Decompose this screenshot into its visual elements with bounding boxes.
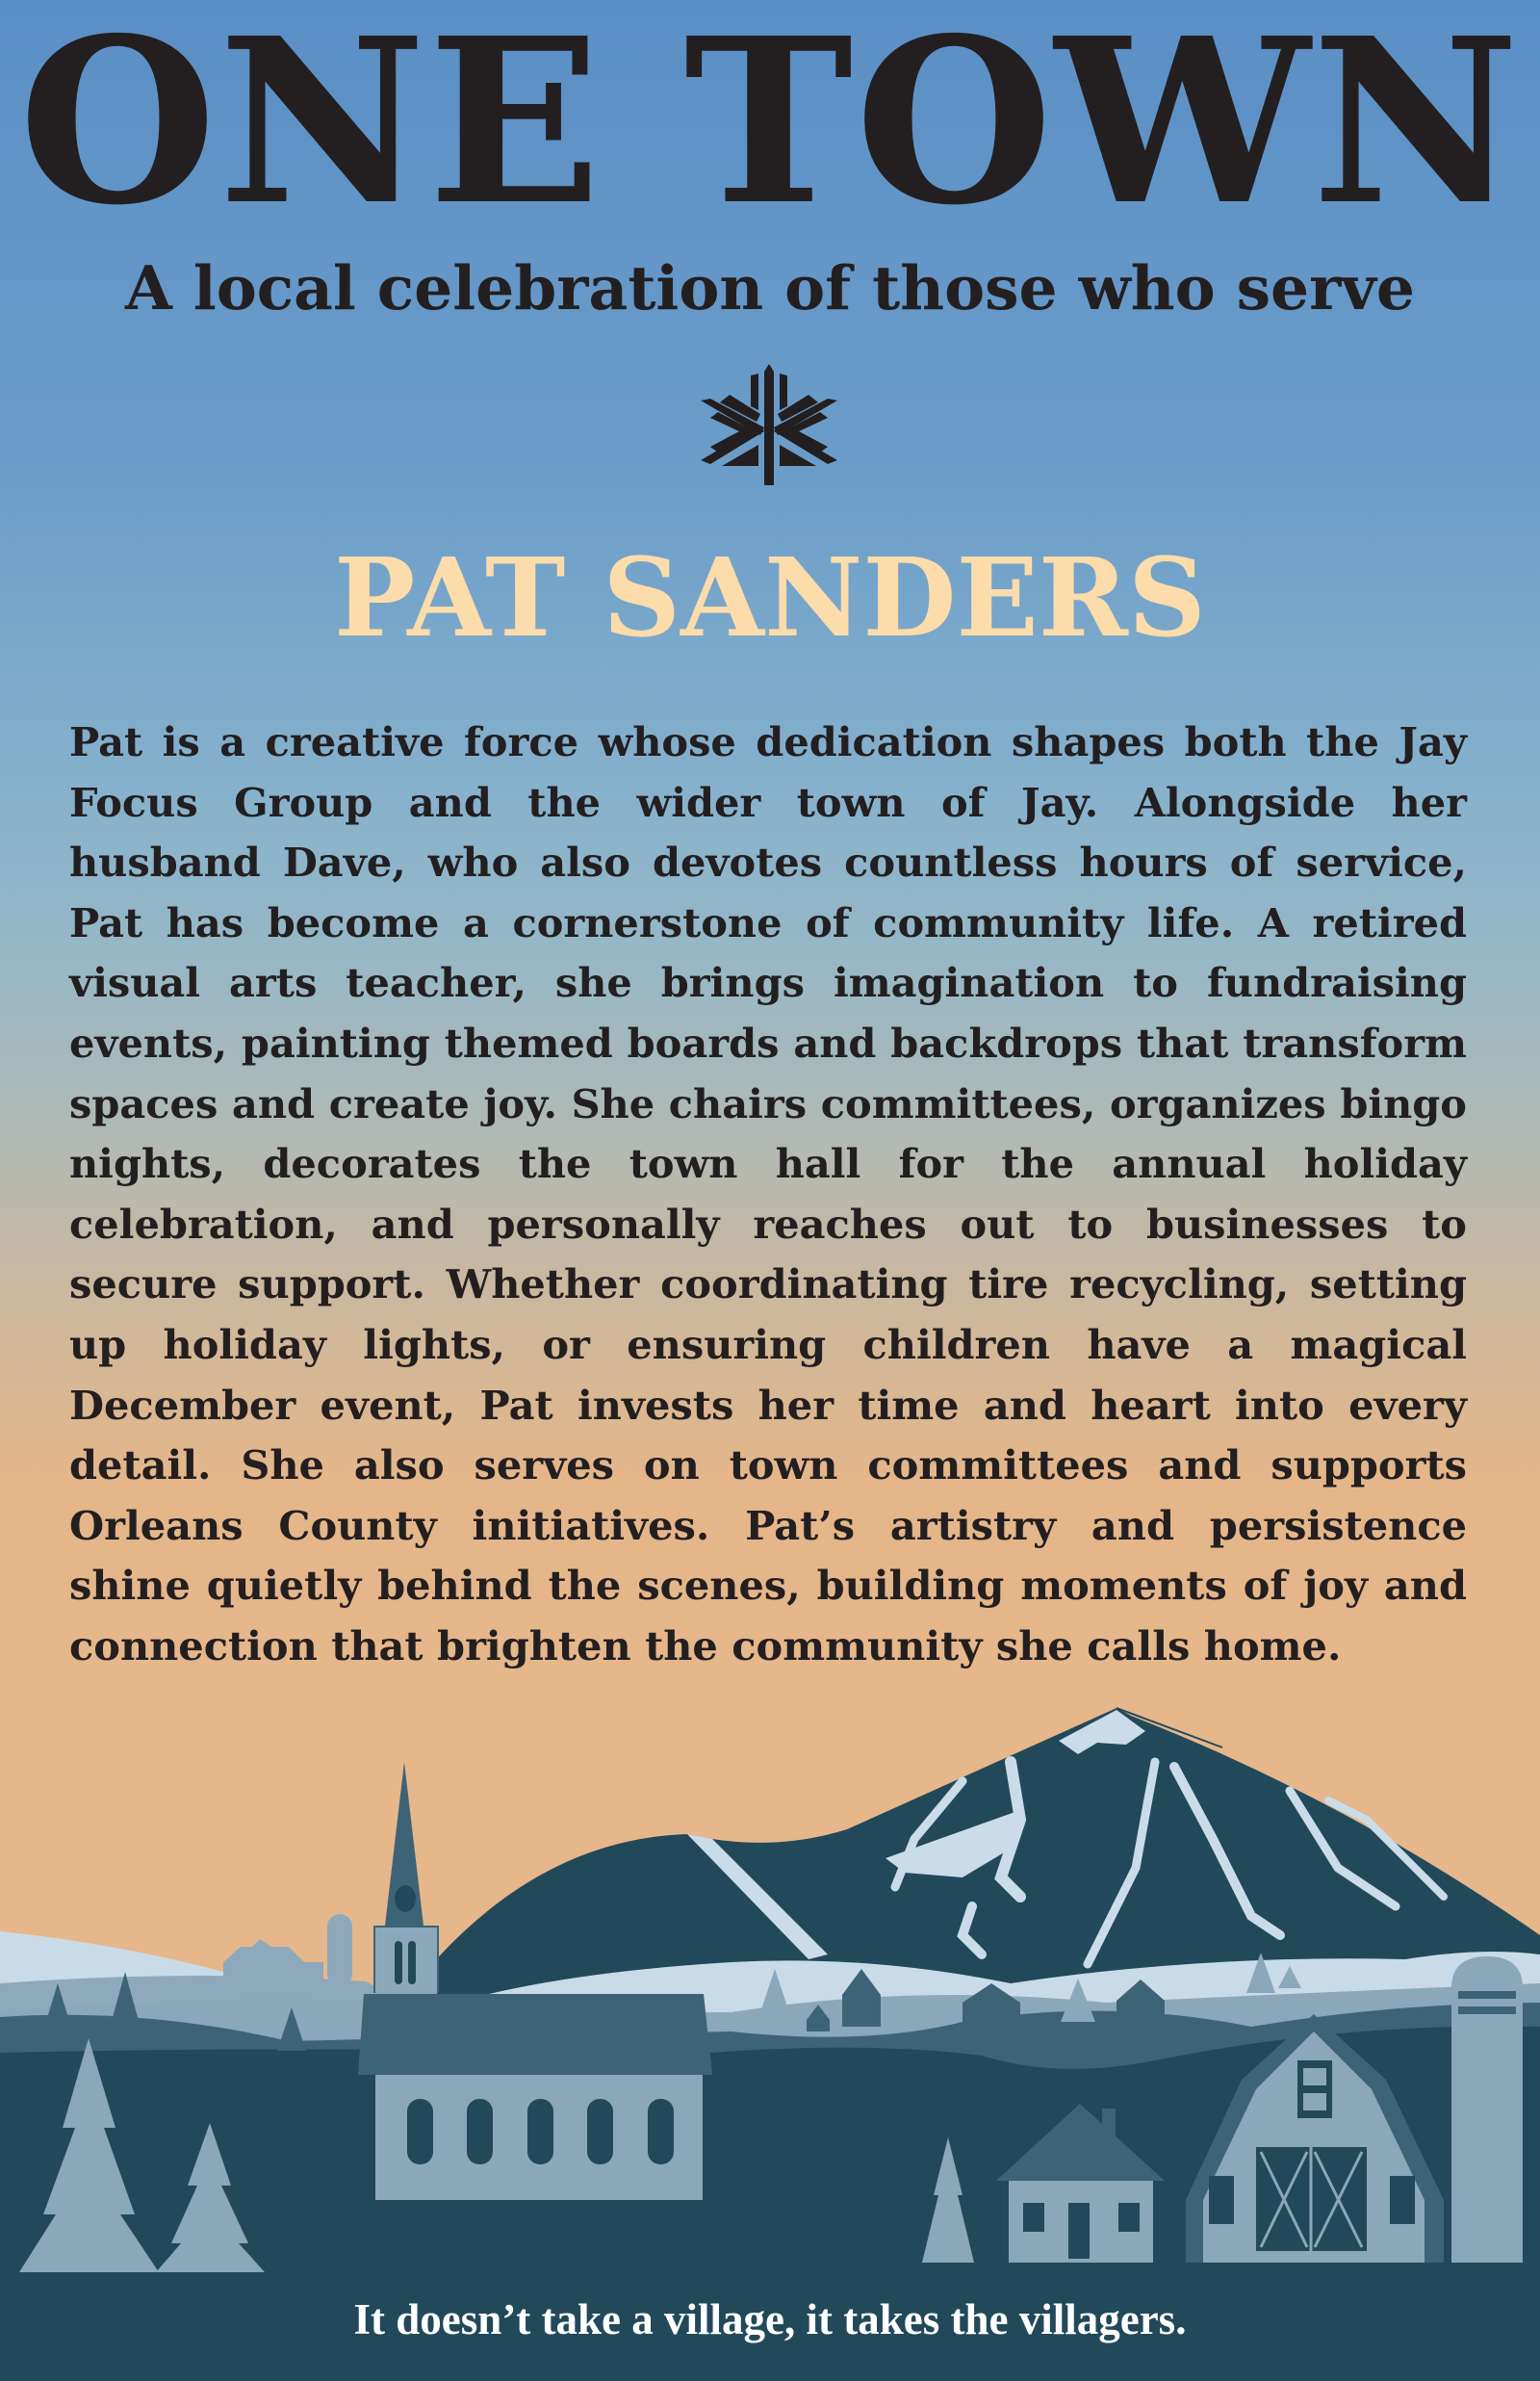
maple-leaf-icon [701,364,837,485]
footer-tagline: It doesn’t take a village, it takes the villagers. [353,2295,1187,2343]
church-roof [358,1994,712,2075]
village-landscape-illustration [0,1695,1540,2381]
poster-subtitle: A local celebration of those who serve [124,252,1415,324]
honoree-bio: Pat is a creative force whose dedication shapes both the Jay Focus Group and the wider town of Jay. Alongside her husband Dave, who also devotes countless hours of service, Pat has become a cornerstone of community life. A retired visual arts teacher, she brings imagination to fundraising events, painting themed boards and backdrops that transform spaces and create joy. She chairs committees, organizes bingo nights, decorates the town hall for the annual holiday celebration, and personally reaches out to businesses to secure support. Whether coordinating tire recycling, setting up holiday lights, or ensuring children have a magical December event, Pat invests her time and heart into every detail. She also serves on town committees and supports Orleans County initiatives. Pat’s artistry and persistence shine quietly behind the scenes, building moments of joy and connection that brighten the community she calls home. [69,718,1467,1669]
distant-farmhouse [223,1914,352,1986]
honoree-name: PAT SANDERS [334,535,1206,661]
poster-title: ONE TOWN [18,0,1522,255]
silo [1451,1956,1523,2263]
